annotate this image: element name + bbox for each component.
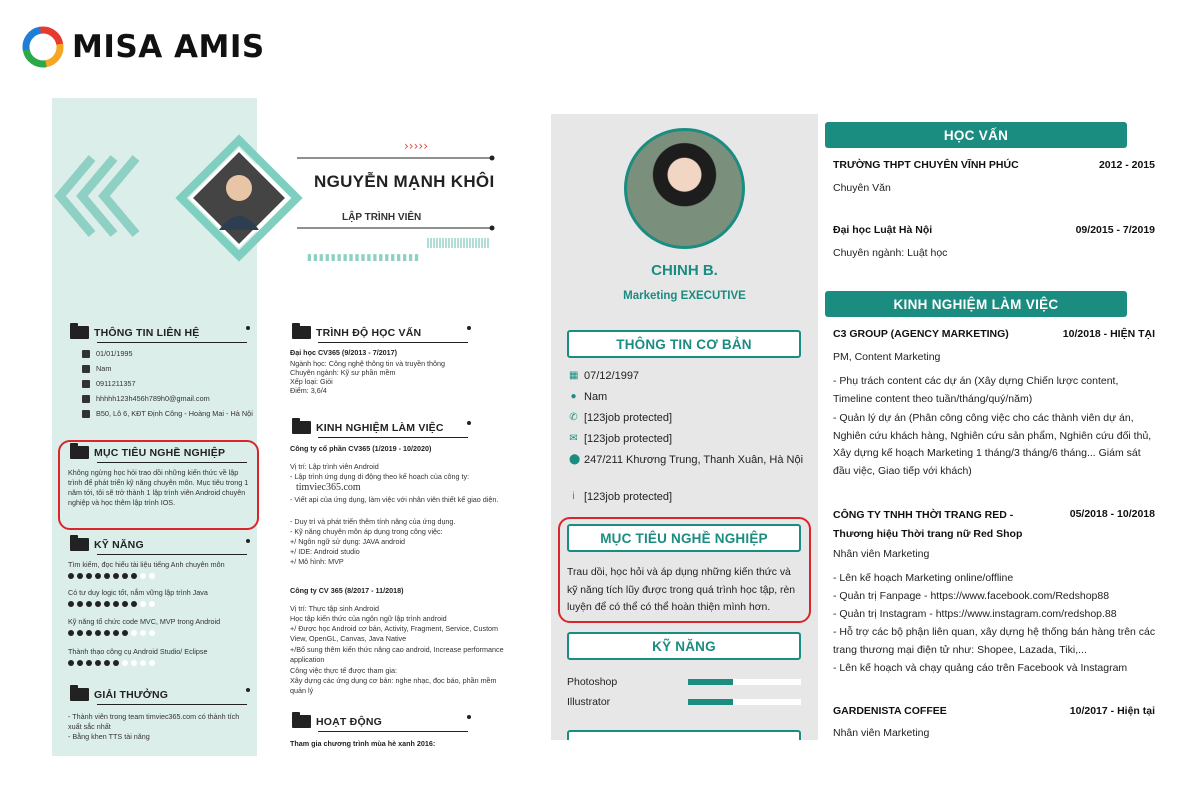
cv1-job-line: Công việc thực tế được tham gia: (290, 666, 398, 675)
cv2-skill-label: Photoshop (567, 676, 618, 688)
cv1-job-line: - Duy trì và phát triển thêm tính năng của ứng dụng. (290, 517, 456, 526)
user-icon: ● (570, 391, 577, 402)
cv2-experience-heading: KINH NGHIỆM LÀM VIỆC (825, 291, 1127, 317)
cv1-award-item: - Thành viên trong team timviec365.com có thành tích xuất sắc nhất (68, 712, 240, 731)
cv2-skills-heading: KỸ NĂNG (567, 632, 801, 660)
cv2-education-heading: HỌC VẤN (825, 122, 1127, 148)
cv1-contact-heading (70, 326, 199, 339)
cv2-goal-heading: MỤC TIÊU NGHỀ NGHIỆP (567, 524, 801, 552)
cv2-skill-bar (688, 699, 801, 705)
cv1-header-decoration (52, 98, 514, 298)
cv1-skill-rating (68, 660, 155, 666)
cv2-candidate-name: CHINH B. (651, 262, 718, 279)
cv1-skill-label: Kỹ năng tổ chức code MVC, MVP trong Android (68, 617, 221, 626)
svg-text:›››››: ››››› (404, 139, 428, 153)
cv2-skill-label: Illustrator (567, 696, 611, 708)
cv1-skill-rating (68, 630, 155, 636)
divider-dot (246, 539, 250, 543)
divider-dot (246, 688, 250, 692)
cv1-job-line: +/ Mô hình: MVP (290, 557, 344, 566)
cv1-contact-row: hhhhh123h456h789h0@gmail.com (82, 394, 210, 404)
cv2-job-detail: - Lên kế hoạch và chạy quảng cáo trên Facebook và Instagram (833, 662, 1128, 674)
cv1-job-line: +/Bổ sung thêm kiến thức nâng cao android, Increase performance application (290, 645, 504, 664)
cv1-goal-text: Không ngừng học hỏi trao dồi những kiến thức về lập trình để phát triển kỹ năng chuyên môn. Mục tiêu trong 1 năm tới, tôi sẽ trở thành 1 lập trình viên Android chuyên nghiệp và học thêm lập trình IOS. (68, 468, 249, 507)
cv1-contact-row: B50, Lô 6, KĐT Định Công - Hoàng Mai - Hà Nội (82, 409, 254, 419)
calendar-icon: ▦ (569, 370, 579, 381)
cv1-job-line: Xây dựng các ứng dụng cơ bản: nghe nhạc, đọc báo, phần mềm quản lý (290, 676, 497, 695)
phone-icon: ✆ (569, 412, 578, 423)
cv1-job-heading: Công ty cổ phần CV365 (1/2019 - 10/2020) (290, 444, 432, 453)
cv2-job-position: Nhân viên Marketing (833, 727, 930, 739)
folder-icon (70, 446, 89, 459)
brand-logo (22, 26, 265, 68)
cv2-job-detail: - Quản trị Instagram - https://www.instagram.com/redshop.88 (833, 608, 1117, 620)
cv1-skills-title: KỸ NĂNG (94, 538, 144, 551)
folder-icon (70, 688, 89, 701)
cv2-info-row: ✆ [123job protected] (569, 412, 673, 424)
email-icon (82, 395, 90, 403)
divider (318, 437, 468, 438)
cv2-goal-text: Trau dồi, học hỏi và áp dụng những kiến thức và kỹ năng tích lũy được trong quá trình học tập, rèn luyện để có thể có thể hoàn thiện mình hơn. (567, 567, 796, 613)
cv1-job-line: +/ IDE: Android studio (290, 547, 360, 556)
divider (97, 342, 247, 343)
cv1-skill-label: Có tư duy logic tốt, nắm vững lập trình Java (68, 588, 208, 597)
divider (97, 704, 247, 705)
cv1-job-line: +/ Được học Android cơ bản, Activity, Fragment, Service, Custom View, OpenGL, Canvas, Java Native (290, 624, 499, 643)
cv2-job-detail: - Quản lý dự án (Phân công công việc cho các thành viên dự án, Nghiên cứu khách hàng, Nghiên cứu sản phẩm, Nghiên cứu đối thủ, Xây dựng kế hoạch Marketing 1 tháng/3 tháng/6 tháng... Giám sát đầu việc, Giao tiếp với khách) (833, 412, 1152, 477)
cv1-job-line: Vị trí: Lập trình viên Android (290, 462, 379, 471)
cv1-skills-heading (70, 538, 144, 551)
cv1-job-title: LẬP TRÌNH VIÊN (342, 212, 422, 223)
divider (97, 554, 247, 555)
cv1-job-heading: Công ty CV 365 (8/2017 - 11/2018) (290, 586, 404, 595)
cv1-contact-row: Nam (82, 364, 111, 374)
cv2-job-row: C3 GROUP (AGENCY MARKETING) 10/2018 - HIỆN TẠI (833, 328, 1155, 340)
cv1-education-title: TRÌNH ĐỘ HỌC VẤN (316, 326, 422, 339)
cv1-skill-label: Tìm kiếm, đọc hiểu tài liệu tiếng Anh chuyên môn (68, 560, 225, 569)
cv1-experience-heading (292, 421, 444, 434)
folder-icon (292, 715, 311, 728)
cv2-job-row: CÔNG TY TNHH THỜI TRANG RED - Thương hiệu Thời trang nữ Red Shop 05/2018 - 10/2018 (833, 508, 1155, 540)
cv1-job-line: +/ Ngôn ngữ sử dụng: JAVA android (290, 537, 406, 546)
location-icon: ⬤ (569, 454, 581, 465)
folder-icon (70, 326, 89, 339)
cv1-experience-title: KINH NGHIỆM LÀM VIỆC (316, 421, 444, 434)
cv1-awards-heading (70, 688, 168, 701)
cv1-goal-title: MỤC TIÊU NGHỀ NGHIỆP (94, 446, 226, 459)
cv1-contact-row: 01/01/1995 (82, 349, 133, 359)
cv1-education-line: Điểm: 3,6/4 (290, 386, 327, 395)
cv2-job-detail: - Lên kế hoạch Marketing online/offline (833, 572, 1014, 584)
cv1-education-line: Xếp loại: Giỏi (290, 377, 333, 386)
cv2-skill-fill (688, 699, 733, 705)
cv1-education-heading (292, 326, 421, 339)
divider-dot (467, 715, 471, 719)
gender-icon (82, 365, 90, 373)
cv2-job-row: GARDENISTA COFFEE 10/2017 - Hiện tại (833, 705, 1155, 717)
divider (97, 462, 247, 463)
cv1-job-line: Học tập kiến thức của ngôn ngữ lập trình android (290, 614, 447, 623)
email-icon: ✉ (569, 433, 578, 444)
cv2-skill-row (567, 676, 801, 688)
cv2-info-row: ⬤ 247/211 Khương Trung, Thanh Xuân, Hà Nội (569, 454, 804, 466)
cv2-skill-fill (688, 679, 733, 685)
cv2-job-detail: - Quản trị Fanpage - https://www.facebook.com/Redshop88 (833, 590, 1110, 602)
folder-icon (292, 421, 311, 434)
cv2-info-row: ● Nam (570, 391, 608, 403)
cv1-activities-title: HOẠT ĐỘNG (316, 715, 382, 728)
cv-template-developer (52, 98, 514, 756)
divider (318, 342, 468, 343)
cv1-contact-title: THÔNG TIN LIÊN HỆ (94, 326, 200, 339)
cv2-basic-info-heading: THÔNG TIN CƠ BẢN (567, 330, 801, 358)
cv2-job-detail: - Hỗ trợ các bộ phận liên quan, xây dựng hệ thống bán hàng trên các trang thương mại điện tử như: Shopee, Lazada, Tiki,... (833, 626, 1156, 656)
cv2-education-row: TRƯỜNG THPT CHUYÊN VĨNH PHÚC 2012 - 2015 (833, 159, 1155, 171)
cv1-award-item: - Bằng khen TTS tài năng (68, 732, 150, 741)
svg-text:▮▮▮▮▮▮▮▮▮▮▮▮▮▮▮▮▮▮▮: ▮▮▮▮▮▮▮▮▮▮▮▮▮▮▮▮▮▮▮ (307, 253, 421, 263)
cv2-next-section-heading-cutoff (567, 730, 801, 740)
info-icon: i (572, 491, 575, 502)
cv2-job-detail: - Phụ trách content các dự án (Xây dựng Chiến lược content, Timeline content theo tuần/tháng/quý/năm) (833, 375, 1119, 405)
cv1-contact-row: 0911211357 (82, 379, 136, 389)
cv2-education-detail: Chuyên ngành: Luật học (833, 247, 948, 259)
home-icon (82, 410, 90, 418)
cv2-job-position: Nhân viên Marketing (833, 548, 930, 560)
cv2-skill-bar (688, 679, 801, 685)
folder-icon (70, 538, 89, 551)
cv2-info-row: ✉ [123job protected] (569, 433, 673, 445)
cv1-education-line: Chuyên ngành: Kỹ sư phần mềm (290, 368, 396, 377)
divider-dot (467, 326, 471, 330)
cv-template-marketing (551, 114, 1165, 740)
cv2-job-position: PM, Content Marketing (833, 351, 941, 363)
divider-dot (246, 326, 250, 330)
cv2-role: Marketing EXECUTIVE (623, 290, 746, 302)
cv2-education-row: Đại học Luật Hà Nội 09/2015 - 7/2019 (833, 224, 1155, 236)
cv1-job-line: timviec365.com (296, 482, 361, 493)
cv2-education-detail: Chuyên Văn (833, 182, 891, 194)
cv1-activities-heading (292, 715, 382, 728)
divider (318, 731, 468, 732)
calendar-icon (82, 350, 90, 358)
cv1-job-line: - Lập trình ứng dụng di động theo kế hoạch của công ty: (290, 472, 470, 481)
cv1-skill-label: Thành thạo công cụ Android Studio/ Eclipse (68, 647, 208, 656)
misa-logo-icon (22, 26, 64, 68)
cv1-job-line: Vị trí: Thực tập sinh Android (290, 604, 379, 613)
folder-icon (292, 326, 311, 339)
cv1-skill-rating (68, 601, 155, 607)
cv2-info-row: ▦ 07/12/1997 (569, 370, 640, 382)
cv2-skill-row (567, 696, 801, 708)
cv1-candidate-name: NGUYỄN MẠNH KHÔI (314, 172, 495, 191)
cv1-skill-rating (68, 573, 155, 579)
divider-dot (467, 421, 471, 425)
cv2-info-row: i [123job protected] (569, 489, 809, 505)
cv1-goal-heading (70, 446, 225, 459)
cv1-awards-title: GIẢI THƯỞNG (94, 688, 169, 701)
cv1-job-line: - Viết api của ứng dụng, làm việc với nhân viên thiết kế giao diện. (290, 495, 499, 504)
cv1-education-line: Ngành học: Công nghệ thông tin và truyền thông (290, 359, 446, 368)
cv1-job-line: - Kỹ năng chuyên môn áp dụng trong công việc: (290, 527, 443, 536)
brand-name: MISA AMIS (72, 29, 265, 65)
phone-icon (82, 380, 90, 388)
cv1-education-school: Đại học CV365 (9/2013 - 7/2017) (290, 348, 398, 357)
cv1-activity-heading: Tham gia chương trình mùa hè xanh 2016: (290, 739, 436, 748)
cv2-avatar (624, 128, 745, 249)
